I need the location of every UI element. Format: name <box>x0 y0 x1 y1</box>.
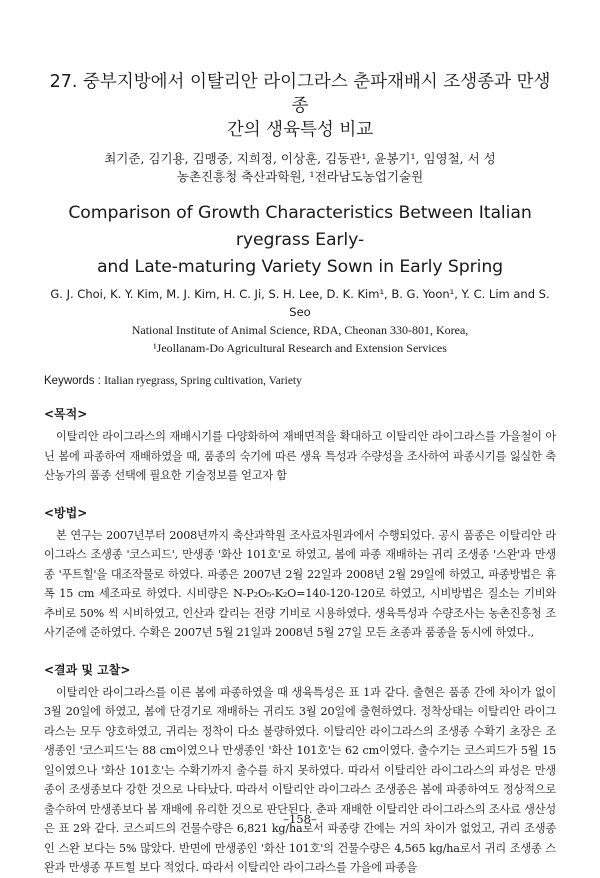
page-number: –158– <box>283 812 317 826</box>
section-purpose-heading: <목적> <box>44 407 88 421</box>
section-results <box>44 661 556 878</box>
section-methods <box>44 504 556 643</box>
korean-authors: 최기준, 김기용, 김맹중, 지희정, 이상훈, 김동관¹, 윤봉기¹, 임영철, 서 성 <box>104 151 496 166</box>
section-results-text: 이탈리안 라이그라스를 이른 봄에 파종하였을 때 생육특성은 표 1과 같다. 출현은 품종 간에 차이가 없이 3월 20일에 하였고, 봄에 단경기로 재배하는 귀리도 3월 20일에 출현하였다. 정착상태는 이탈리안 라이그라스는 모두 양호하였고, 귀리는 정착이 다소 불량하였다. 이탈리안 라이그라스의 조생종 수확기 초장은 조생종인 '코스피드'는 88 cm이였으나 만생종인 '화산 101호'는 62 cm이였다. 출수기는 코스피드가 5월 15일이였으나 '화산 101호'는 수확기까지 출수를 하지 못하였다. 따라서 이탈리안 라이그라스의 파성은 만생종이 조생종보다 강한 것으로 나타났다. 따라서 이탈리안 라이그라스 조생종은 봄에 파종하여도 정상적으로 출수하여 만생종보다 봄 재배에 유리한 것으로 판단된다. 춘파 재배한 이탈리안 라이그라스의 조사료 생산성은 표 2와 같다. 코스피드의 건물수량은 6,821 kg/ha로서 파종량 간에는 거의 차이가 없었고, 귀리 조생종인 스완 보다는 5% 많았다. 반면에 만생종인 '화산 101호'의 건물수량은 4,565 kg/ha로서 귀리 조생종 스완과 만생종 푸트힐 보다 적었다. 따라서 이탈리안 라이그라스를 가을에 파종을 <box>44 685 556 874</box>
keywords-value: Italian ryegrass, Spring cultivation, Variety <box>104 375 302 387</box>
english-affiliation-line-2: ¹Jeollanam-Do Agricultural Research and Extension Services <box>153 341 447 355</box>
english-affiliation-line-1: National Institute of Animal Science, RDA, Cheonan 330-801, Korea, <box>131 323 469 337</box>
keywords <box>44 375 556 387</box>
korean-title-line-1: 27. 중부지방에서 이탈리안 라이그라스 춘파재배시 조생종과 만생종 <box>49 72 551 116</box>
section-methods-text: 본 연구는 2007년부터 2008년까지 축산과학원 조사료자원과에서 수행되었다. 공시 품종은 이탈리안 라이그라스 조생종 '코스피드', 만생종 '화산 101호'로 하였고, 봄에 파종 재배하는 귀리 조생종 '스완'과 만생종 '푸트힐'을 대조작물로 하였다. 파종은 2007년 2월 22일과 2008년 2월 29일에 하였고, 파종방법은 휴폭 15 cm 세조파로 하였다. 시비량은 N-P₂O₅-K₂O=140-120-120로 하였고, 시비방법은 질소는 기비와 추비로 50% 씩 시비하였고, 인산과 칼리는 전량 기비로 시용하였다. 생육특성과 수량조사는 농촌진흥청 조사기준에 준하였다. 수확은 2007년 5월 21일과 2008년 5월 27일 모든 초종과 품종을 동시에 하였다., <box>44 528 556 639</box>
section-purpose <box>44 405 556 486</box>
section-purpose-text: 이탈리안 라이그라스의 재배시기를 다양화하여 재배면적을 확대하고 이탈리안 라이그라스를 가을철이 아닌 봄에 파종하여 재배하였을 때, 품종의 숙기에 따른 생육 특성과 수량성을 조사하여 파종시기를 잃실한 축산농가의 품종 선택에 필요한 기술정보를 얻고자 함 <box>44 430 556 482</box>
korean-title <box>44 70 556 142</box>
keywords-label: Keywords : <box>44 375 105 387</box>
korean-affiliation: 농촌진흥청 축산과학원, ¹전라남도농업기술원 <box>176 169 424 184</box>
english-title-line-2: and Late-maturing Variety Sown in Early Spring <box>96 257 504 277</box>
section-methods-heading: <방법> <box>44 505 88 520</box>
english-affiliation <box>44 321 556 357</box>
korean-title-line-2: 간의 생육특성 비교 <box>226 120 374 140</box>
english-authors: G. J. Choi, K. Y. Kim, M. J. Kim, H. C. Ji, S. H. Lee, D. K. Kim¹, B. G. Yoon¹, Y. C. Lim and S. Seo <box>50 287 550 319</box>
english-title <box>44 200 556 281</box>
section-results-heading: <결과 및 고찰> <box>44 662 131 677</box>
english-title-line-1: Comparison of Growth Characteristics Between Italian ryegrass Early- <box>68 203 532 250</box>
